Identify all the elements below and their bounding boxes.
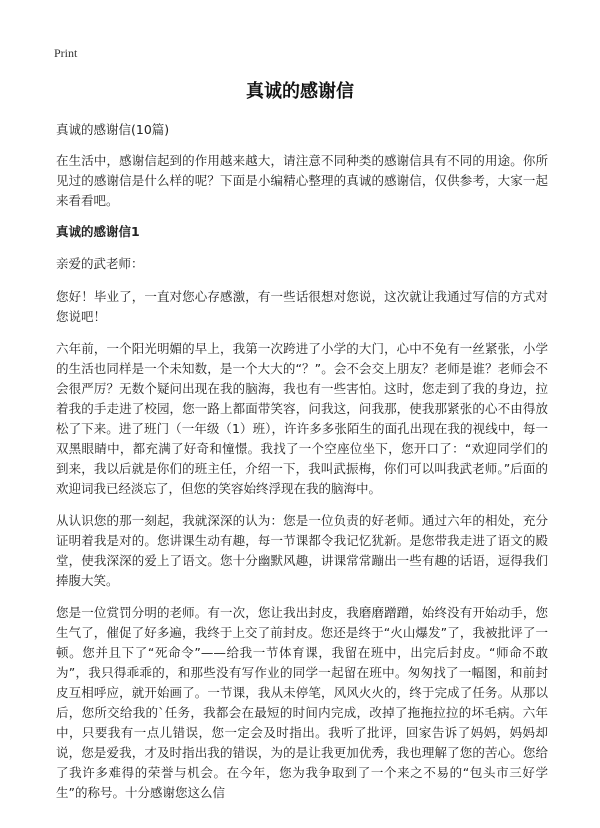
body-paragraph-4: 您是一位赏罚分明的老师。有一次，您让我出封皮，我磨磨蹭蹭，始终没有开始动手，您生气了，催促了好多遍，我终于上交了前封皮。您还是终于“火山爆发”了，我被批评了一顿。您并且下了“死命令”——给我一节体育课，我留在班中，出完后封皮。“师命不敢为”，我只得乖乖的，和那些没有写作业的同学一起留在班中。匆匆找了一幅图，和前封皮互相呼应，就开始画了。一节课，我从未停笔，风风火火的，终于完成了任务。从那以后，您所交给我的`任务，我都会在最短的时间内完成，改掉了拖拖拉拉的坏毛病。六年中，只要我有一点儿错误，您一定会及时指出。我听了批评，回家告诉了妈妈，妈妈却说，您是爱我，才及时指出我的错误，为的是让我更加优秀，我也理解了您的苦心。您给了我许多难得的荣誉与机会。在今年，您为我争取到了一个来之不易的“包头市三好学生”的称号。十分感谢您这么信 bbox=[56, 605, 548, 800]
page-title: 真诚的感谢信 bbox=[246, 81, 354, 102]
print-link[interactable]: Print bbox=[54, 46, 78, 60]
intro-paragraph: 在生活中，感谢信起到的作用越来越大，请注意不同种类的感谢信具有不同的用途。你所见过的感谢信是什么样的呢？下面是小编精心整理的真诚的感谢信，仅供参考，大家一起来看看吧。 bbox=[56, 153, 548, 208]
article-body bbox=[56, 121, 548, 815]
section-heading-1: 真诚的感谢信1 bbox=[56, 224, 140, 239]
body-paragraph-3: 从认识您的那一刻起，我就深深的认为：您是一位负责的好老师。通过六年的相处，充分证明着我是对的。您讲课生动有趣，每一节课都令我记忆犹新。是您带我走进了语文的殿堂，使我深深的爱上了语文。您十分幽默风趣，讲课常常蹦出一些有趣的话语，逗得我们捧腹大笑。 bbox=[56, 513, 548, 588]
body-paragraph-2: 六年前，一个阳光明媚的早上，我第一次跨进了小学的大门，心中不免有一丝紧张，小学的生活也同样是一个未知数，是一个大大的“？”。会不会交上朋友？老师是谁？老师会不会很严厉？无数个疑问出现在我的脑海，我也有一些害怕。这时，您走到了我的身边，拉着我的手走进了校园，您一路上都面带笑容，问我这，问我那，使我那紧张的心不由得放松了下来。进了班门（一年级（1）班），许许多多张陌生的面孔出现在我的视线中，每一双黑眼睛中，都充满了好奇和憧憬。我找了一个空座位坐下，您开口了：“欢迎同学们的到来，我以后就是你们的班主任，介绍一下，我叫武振梅，你们可以叫我武老师。”后面的欢迎词我已经淡忘了，但您的笑容始终浮现在我的脑海中。 bbox=[56, 341, 548, 496]
article-subtitle: 真诚的感谢信(10篇) bbox=[56, 122, 170, 137]
body-paragraph-1: 您好！毕业了，一直对您心存感激，有一些话很想对您说，这次就让我通过写信的方式对您说吧！ bbox=[56, 289, 548, 324]
letter-greeting: 亲爱的武老师： bbox=[56, 256, 144, 271]
